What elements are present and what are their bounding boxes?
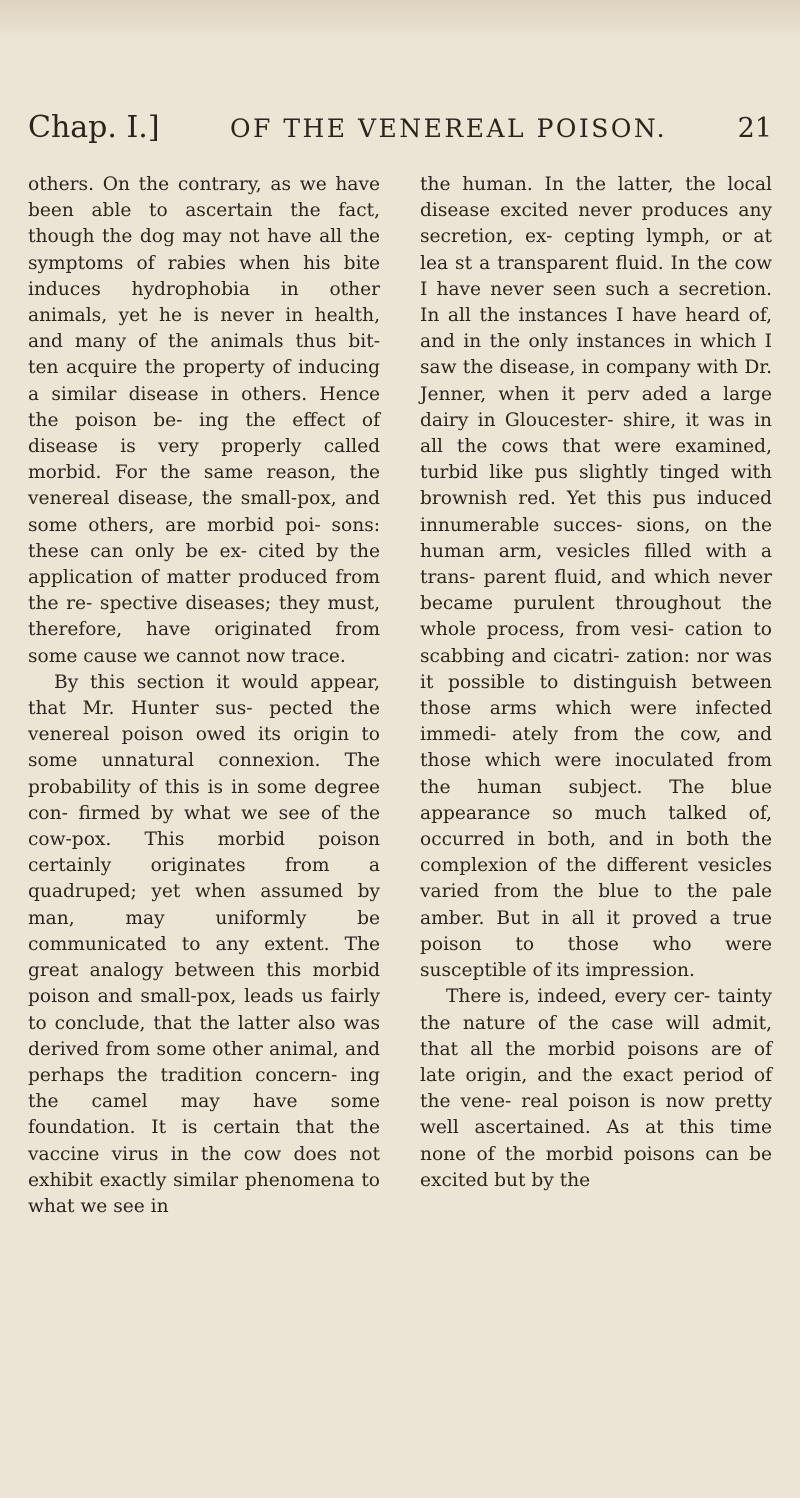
right-paragraph-2: There is, indeed, every cer- tainty the nature of the case will admit, that all the morbid poisons are of late origin, and the exact period of the vene- real poison is now pretty well ascertained. As at this time none of the morbid poisons can be excited but by the bbox=[420, 986, 772, 1191]
text-columns bbox=[28, 172, 772, 1220]
left-paragraph-2: By this section it would appear, that Mr. Hunter sus- pected the venereal poison owed its origin to some unnatural connexion. The probability of this is in some degree con- firmed by what we see of the cow-pox. This morbid poison certainly originates from a quadruped; yet when assumed by man, may uniformly be communicated to any extent. The great analogy between this morbid poison and small-pox, leads us fairly to conclude, that the latter also was derived from some other animal, and perhaps the tradition concern- ing the camel may have some foundation. It is certain that the vaccine virus in the cow does not exhibit exactly similar phenomena to what we see in bbox=[28, 671, 380, 1217]
right-column bbox=[420, 172, 772, 1220]
page-number: 21 bbox=[737, 113, 772, 144]
page-stain bbox=[0, 0, 800, 40]
chapter-label: Chap. I.] bbox=[28, 110, 160, 145]
running-title: OF THE VENEREAL POISON. bbox=[230, 114, 668, 143]
right-paragraph-1: the human. In the latter, the local disease excited never produces any secretion, ex- cepting lymph, or at lea st a transparent fluid. In the cow I have never seen such a secretion. In all the instances I have heard of, and in the only instances in which I saw the disease, in company with Dr. Jenner, when it perv aded a large dairy in Gloucester- shire, it was in all the cows that were examined, turbid like pus slightly tinged with brownish red. Yet this pus induced innumerable succes- sions, on the human arm, vesicles filled with a trans- parent fluid, and which never became purulent throughout the whole process, from vesi- cation to scabbing and cicatri- zation: nor was it possible to distinguish between those arms which were infected immedi- ately from the cow, and those which were inoculated from the human subject. The blue appearance so much talked of, occurred in both, and in both the complexion of the different vesicles varied from the blue to the pale amber. But in all it proved a true poison to those who were susceptible of its impression. bbox=[420, 174, 772, 982]
page-header bbox=[28, 110, 772, 158]
left-column bbox=[28, 172, 380, 1220]
book-page bbox=[28, 110, 772, 1220]
left-paragraph-1: others. On the contrary, as we have been able to ascertain the fact, though the dog may not have all the symptoms of rabies when his bite induces hydrophobia in other animals, yet he is never in health, and many of the animals thus bit- ten acquire the property of inducing a similar disease in others. Hence the poison be- ing the effect of disease is very properly called morbid. For the same reason, the venereal disease, the small-pox, and some others, are morbid poi- sons: these can only be ex- cited by the application of matter produced from the re- spective diseases; they must, therefore, have originated from some cause we cannot now trace. bbox=[28, 174, 380, 667]
